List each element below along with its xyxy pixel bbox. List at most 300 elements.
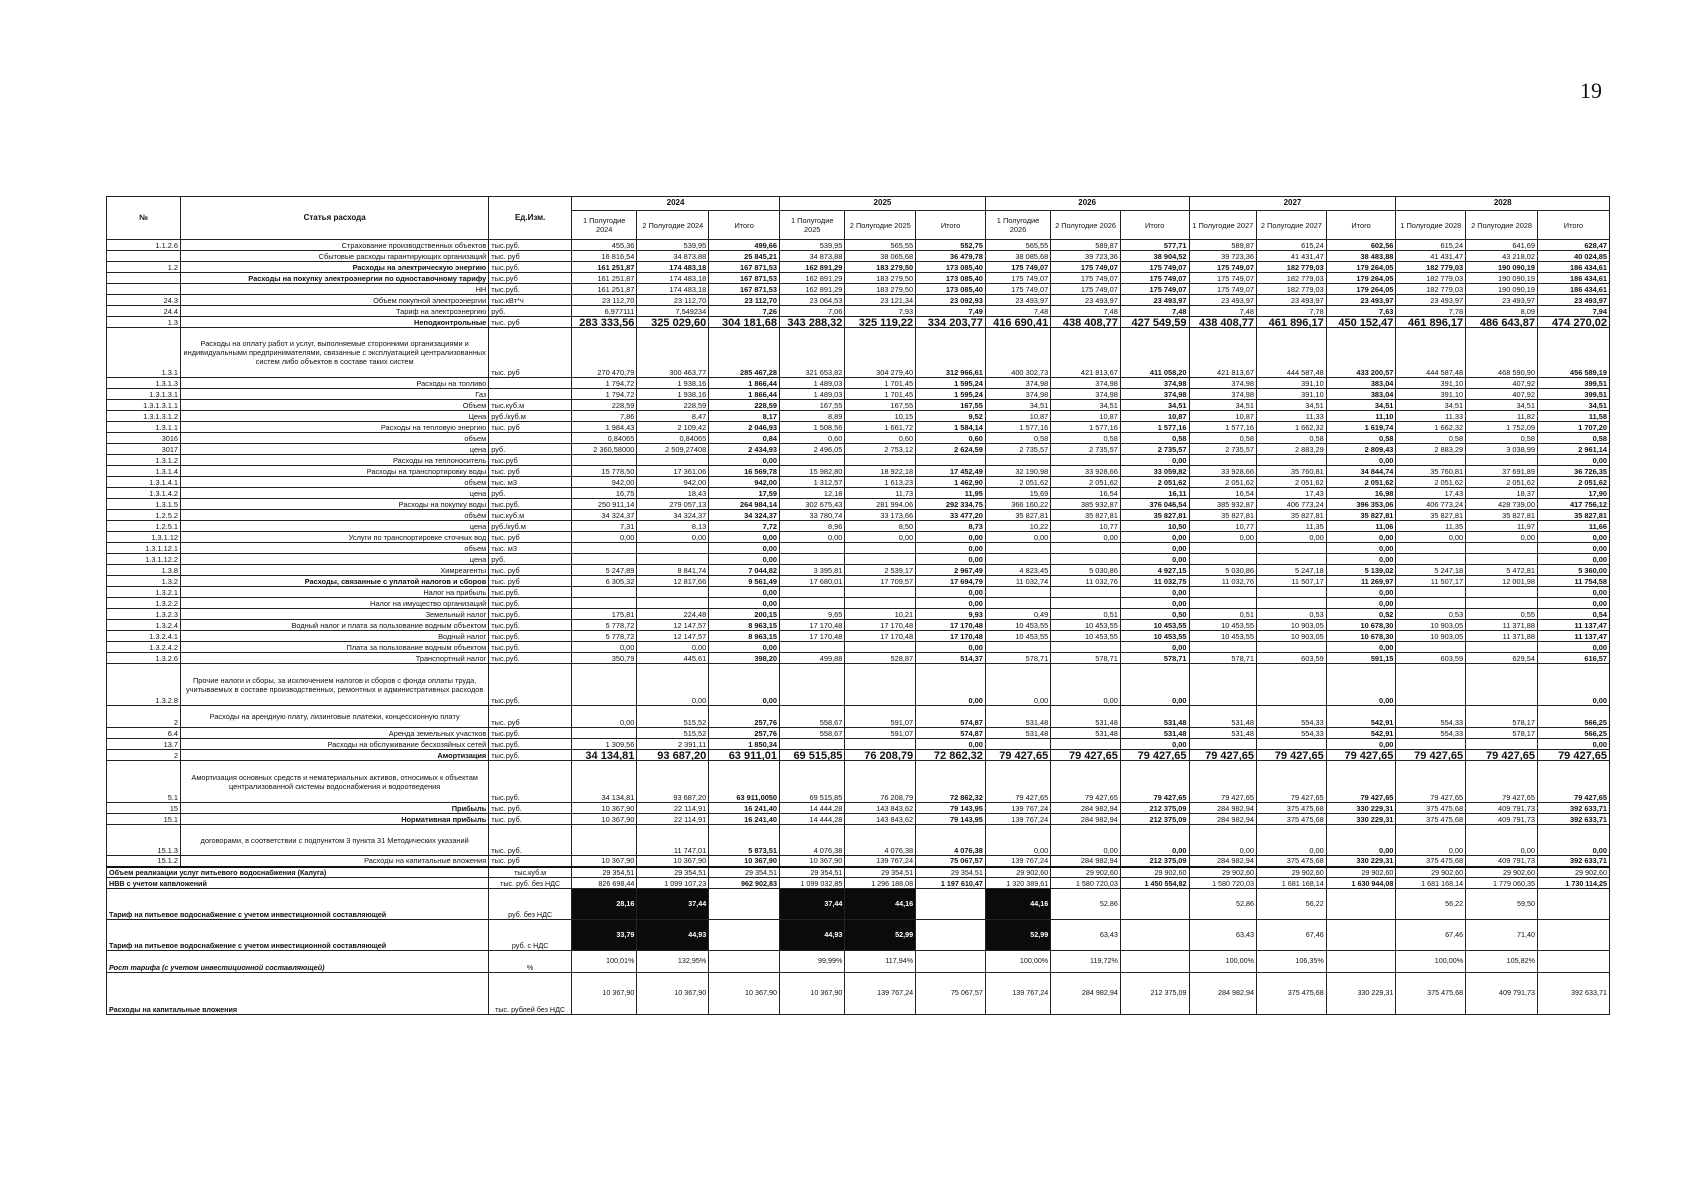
row-value: 330 229,31 [1326,814,1396,825]
row-value: 39 723,36 [1189,251,1257,262]
row-code: 1.3 [107,317,181,328]
row-value: 23 493,97 [1257,295,1327,306]
summary-row [107,867,1610,878]
row-value: 179 264,05 [1326,273,1396,284]
row-value: 10 453,55 [1189,620,1257,631]
table-row [107,521,1610,532]
table-row [107,488,1610,499]
row-value: 383,04 [1326,378,1396,389]
row-value: 3 395,81 [780,565,845,576]
row-unit: руб. [489,554,572,565]
row-value: 2 539,17 [845,565,916,576]
row-code: 15.1.2 [107,856,181,867]
row-unit: тыс.руб. [489,631,572,642]
summary-value: 29 902,60 [1537,867,1609,878]
summary-value [1120,920,1189,951]
row-value: 8,13 [637,521,709,532]
row-value: 34,51 [1051,400,1121,411]
row-value: 40 024,85 [1537,251,1609,262]
row-value: 10 678,30 [1326,620,1396,631]
row-value: 35 827,81 [1466,510,1538,521]
row-unit: тыс. м3 [489,477,572,488]
summary-value: 28,16 [572,889,637,920]
summary-value: 139 767,24 [985,973,1050,1015]
row-code: 1.3.1.2 [107,455,181,466]
row-value: 578,17 [1466,728,1538,739]
row-value: 17 694,79 [916,576,986,587]
row-value: 0,00 [1120,532,1189,543]
row-value: 167,55 [780,400,845,411]
row-value: 0,58 [1120,433,1189,444]
summary-value: 29 354,51 [572,867,637,878]
summary-value: 1 099 032,85 [780,878,845,889]
summary-row [107,951,1610,973]
row-value: 33 780,74 [780,510,845,521]
row-value [1051,455,1121,466]
row-value: 35 827,81 [1396,510,1466,521]
row-value: 391,10 [1257,378,1327,389]
row-value [985,554,1050,565]
row-value: 11 032,74 [985,576,1050,587]
row-value: 407,92 [1466,378,1538,389]
row-value: 444 587,48 [1396,328,1466,378]
row-article: Сбытовые расходы гарантирующих организаций [181,251,489,262]
row-value: 0,00 [1537,587,1609,598]
row-value: 0,00 [916,642,986,653]
row-value: 35 827,81 [1189,510,1257,521]
row-value: 1 577,16 [1051,422,1121,433]
row-value: 321 653,82 [780,328,845,378]
row-value: 0,00 [709,664,780,706]
row-value: 17 170,48 [845,631,916,642]
summary-unit: тыс. рублей без НДС [489,973,572,1015]
row-value: 279 057,13 [637,499,709,510]
row-value: 11 032,76 [1051,576,1121,587]
row-value: 0,60 [916,433,986,444]
summary-value: 119,72% [1051,951,1121,973]
row-value: 392 633,71 [1537,803,1609,814]
row-value: 2 051,62 [1051,477,1121,488]
row-article: Прибыль [181,803,489,814]
row-value: 167 871,53 [709,284,780,295]
row-value: 438 408,77 [1189,317,1257,328]
row-value: 398,20 [709,653,780,664]
row-value: 1 312,57 [780,477,845,488]
row-value: 7,549234 [637,306,709,317]
summary-value: 52,99 [845,920,916,951]
row-value [845,739,916,750]
row-value: 10,87 [1051,411,1121,422]
row-article: Расходы на теплоноситель [181,455,489,466]
row-value: 175 749,07 [1051,262,1121,273]
summary-value: 67,46 [1396,920,1466,951]
summary-value: 44,93 [637,920,709,951]
table-row [107,251,1610,262]
row-value: 589,87 [1051,240,1121,251]
row-value: 0,00 [1120,739,1189,750]
row-value: 16 569,78 [709,466,780,477]
summary-value: 132,95% [637,951,709,973]
row-value: 350,79 [572,653,637,664]
row-article: Плата за пользование водным объектом [181,642,489,653]
row-value: 531,48 [1051,728,1121,739]
row-unit: тыс. руб [489,328,572,378]
row-value: 0,49 [985,609,1050,620]
row-value: 445,61 [637,653,709,664]
row-value: 0,00 [916,587,986,598]
row-value: 5 139,02 [1326,565,1396,576]
row-value: 0,00 [1326,554,1396,565]
row-unit: тыс.руб [489,455,572,466]
row-value: 175 749,07 [985,284,1050,295]
row-value: 11,33 [1396,411,1466,422]
row-value: 34,51 [1189,400,1257,411]
row-value: 942,00 [709,477,780,488]
row-unit: руб./куб.м [489,411,572,422]
row-value: 0,00 [1466,825,1538,856]
row-value: 190 090,19 [1466,273,1538,284]
row-value: 6,977111 [572,306,637,317]
header-h2: 2 Полугодие 2028 [1466,211,1538,240]
table-row [107,803,1610,814]
row-value: 1 309,56 [572,739,637,750]
row-value: 182 779,03 [1257,273,1327,284]
row-value [1051,642,1121,653]
summary-unit: % [489,951,572,973]
row-value: 33 173,66 [845,510,916,521]
row-article: Транспортный налог [181,653,489,664]
row-value: 2 109,42 [637,422,709,433]
row-value: 0,00 [1537,598,1609,609]
row-code: 1.3.2.1 [107,587,181,598]
table-row [107,814,1610,825]
row-value: 10 367,90 [572,856,637,867]
row-value: 409 791,73 [1466,814,1538,825]
row-value: 10 453,55 [1120,620,1189,631]
table-row [107,598,1610,609]
row-code: 24.4 [107,306,181,317]
row-article: Аренда земельных участков [181,728,489,739]
row-code: 1.3.1.3.1 [107,389,181,400]
summary-value: 99,99% [780,951,845,973]
row-unit: тыс.куб.м [489,510,572,521]
row-value: 1 866,44 [709,389,780,400]
row-value: 34,51 [1326,400,1396,411]
row-value: 10 678,30 [1326,631,1396,642]
row-value: 2 051,62 [1189,477,1257,488]
row-code: 1.3.1.3.1.1 [107,400,181,411]
row-value: 284 982,94 [1189,803,1257,814]
row-article: объем [181,477,489,488]
row-value [985,642,1050,653]
row-value: 183 279,50 [845,273,916,284]
row-value: 531,48 [1120,728,1189,739]
row-value: 409 791,73 [1466,803,1538,814]
row-value: 417 756,12 [1537,499,1609,510]
row-code: 1.3.1.12 [107,532,181,543]
row-value: 167 871,53 [709,273,780,284]
row-value: 0,60 [845,433,916,444]
row-value: 11,58 [1537,411,1609,422]
table-row [107,306,1610,317]
row-value: 574,87 [916,728,986,739]
row-value: 11,66 [1537,521,1609,532]
row-value: 35 827,81 [1051,510,1121,521]
row-unit: руб./куб.м [489,521,572,532]
row-value: 2 051,62 [1326,477,1396,488]
row-value: 93 687,20 [637,761,709,803]
summary-row [107,973,1610,1015]
row-value: 1 661,72 [845,422,916,433]
table-row [107,295,1610,306]
row-value: 11 371,88 [1466,620,1538,631]
row-value: 23 493,97 [1537,295,1609,306]
row-value: 33 928,66 [1051,466,1121,477]
row-value [845,642,916,653]
summary-value: 375 475,68 [1257,973,1327,1015]
row-value: 12 147,57 [637,620,709,631]
table-row [107,273,1610,284]
row-value: 375 475,68 [1257,803,1327,814]
row-value: 0,00 [845,532,916,543]
row-value: 14 444,28 [780,814,845,825]
header-total: Итого [1326,211,1396,240]
row-value: 186 434,61 [1537,273,1609,284]
row-unit: тыс.руб. [489,620,572,631]
row-article: Налог на прибыль [181,587,489,598]
row-value: 182 779,03 [1396,273,1466,284]
row-code: 15 [107,803,181,814]
summary-value: 52,86 [1189,889,1257,920]
row-value: 35 827,81 [985,510,1050,521]
row-value: 375 475,68 [1396,803,1466,814]
row-article: Химреагенты [181,565,489,576]
summary-value: 63,43 [1189,920,1257,951]
row-value: 183 279,50 [845,262,916,273]
row-value: 0,00 [709,598,780,609]
row-unit: тыс. м3 [489,543,572,554]
table-row [107,411,1610,422]
summary-value: 59,50 [1466,889,1538,920]
row-value [1189,642,1257,653]
row-unit: тыс.кВт*ч [489,295,572,306]
row-article: объем [181,543,489,554]
summary-value: 826 698,44 [572,878,637,889]
row-value: 5 247,18 [1257,565,1327,576]
row-code: 1.2 [107,262,181,273]
row-value: 35 827,81 [1537,510,1609,521]
header-year: 2028 [1396,197,1610,211]
row-value: 15,69 [985,488,1050,499]
row-value: 23 092,93 [916,295,986,306]
summary-value: 10 367,90 [709,973,780,1015]
row-value: 8,17 [709,411,780,422]
row-value: 174 483,18 [637,262,709,273]
row-value: 175 749,07 [1120,273,1189,284]
header-no: № [107,197,181,240]
row-value: 499,66 [709,240,780,251]
summary-value: 63,43 [1051,920,1121,951]
row-value [572,598,637,609]
header-h1: 1 Полугодие 2028 [1396,211,1466,240]
row-value: 63 911,0050 [709,761,780,803]
row-value: 15 778,50 [572,466,637,477]
row-code: 1.3.2.8 [107,664,181,706]
row-value: 11 032,75 [1120,576,1189,587]
row-value: 566,25 [1537,706,1609,728]
row-value: 444 587,48 [1257,328,1327,378]
row-value: 0,00 [916,664,986,706]
row-value: 35 827,81 [1326,510,1396,521]
row-value: 304 279,40 [845,328,916,378]
header-h2: 2 Полугодие 2026 [1051,211,1121,240]
row-value: 1 577,16 [1120,422,1189,433]
row-value: 10 903,05 [1396,631,1466,642]
row-value: 0,00 [637,664,709,706]
row-value [1189,455,1257,466]
row-value [1466,664,1538,706]
summary-value: 29 902,60 [1326,867,1396,878]
row-value: 0,84065 [637,433,709,444]
summary-value: 284 982,94 [1051,973,1121,1015]
row-value: 302 675,43 [780,499,845,510]
row-value: 2 434,93 [709,444,780,455]
row-value: 250 911,14 [572,499,637,510]
row-value: 8 841,74 [637,565,709,576]
row-value: 41 431,47 [1396,251,1466,262]
row-value: 374,98 [1189,389,1257,400]
row-article: Налог на имущество организаций [181,598,489,609]
row-value: 34,51 [1257,400,1327,411]
row-code: 1.3.2.4 [107,620,181,631]
row-value: 183 279,50 [845,284,916,295]
row-article: Водный налог и плата за пользование водным объектом [181,620,489,631]
summary-unit: руб. без НДС [489,889,572,920]
row-value: 0,00 [1120,587,1189,598]
row-value: 11 032,76 [1189,576,1257,587]
row-code: 1.3.1 [107,328,181,378]
summary-value: 330 229,31 [1326,973,1396,1015]
page-number: 19 [1580,78,1602,103]
row-article: Расходы на топливо [181,378,489,389]
row-value: 284 982,94 [1189,814,1257,825]
row-article: Прочие налоги и сборы, за исключением налогов и сборов с фонда оплаты труда, учитываемых в составе производственных, ремонтных и административных расходов [181,664,489,706]
row-value: 270 470,79 [572,328,637,378]
summary-unit: тыс.куб.м [489,867,572,878]
table-row [107,240,1610,251]
row-value: 179 264,05 [1326,284,1396,295]
summary-value [1537,889,1609,920]
row-value: 0,00 [1189,532,1257,543]
row-value: 565,55 [985,240,1050,251]
summary-value: 1 580 720,03 [1189,878,1257,889]
header-year: 2024 [572,197,780,211]
row-value [1396,455,1466,466]
table-row [107,856,1610,867]
row-value: 574,87 [916,706,986,728]
row-value: 450 152,47 [1326,317,1396,328]
row-value: 162 891,29 [780,262,845,273]
row-value: 79 427,65 [985,761,1050,803]
row-unit: тыс.руб. [489,262,572,273]
row-value: 9,65 [780,609,845,620]
row-value: 79 427,65 [1051,761,1121,803]
row-value: 0,00 [1051,664,1121,706]
row-value: 10 367,90 [572,814,637,825]
row-value: 589,87 [1189,240,1257,251]
row-article: Амортизация основных средств и нематериальных активов, относимых к объектам централизованной системы водоснабжения и водоотведения [181,761,489,803]
row-value [1396,587,1466,598]
row-value: 11,35 [1257,521,1327,532]
row-value: 12 817,66 [637,576,709,587]
summary-value: 284 982,94 [1189,973,1257,1015]
row-value: 23 493,97 [1466,295,1538,306]
row-value: 292 334,75 [916,499,986,510]
row-value [780,554,845,565]
header-article: Статья расхода [181,197,489,240]
table-row [107,317,1610,328]
row-value [916,455,986,466]
row-value: 7,78 [1396,306,1466,317]
row-value: 2 735,57 [985,444,1050,455]
row-value: 7,06 [780,306,845,317]
row-value: 0,00 [916,554,986,565]
summary-value: 212 375,09 [1120,973,1189,1015]
row-value: 4 823,45 [985,565,1050,576]
row-value: 11 747,01 [637,825,709,856]
row-value: 2 735,57 [1120,444,1189,455]
row-value: 36 726,35 [1537,466,1609,477]
row-value: 182 779,03 [1257,284,1327,295]
row-value: 0,00 [1257,532,1327,543]
row-code: 1.3.1.4 [107,466,181,477]
row-code [107,273,181,284]
row-value: 531,48 [1120,706,1189,728]
row-article: Расходы на арендную плату, лизинговые платежи, концессионную плату [181,706,489,728]
row-value: 1 619,74 [1326,422,1396,433]
row-value: 591,15 [1326,653,1396,664]
row-value: 17 170,48 [780,620,845,631]
row-value: 16 241,40 [709,803,780,814]
row-value [637,455,709,466]
row-value: 1 938,16 [637,389,709,400]
row-value: 174 483,18 [637,284,709,295]
row-value: 0,00 [572,532,637,543]
row-value [1466,455,1538,466]
row-value [1051,587,1121,598]
row-value [1257,455,1327,466]
summary-value: 409 791,73 [1466,973,1538,1015]
row-value [1257,543,1327,554]
row-value: 8 963,15 [709,631,780,642]
row-article: Расходы на покупку электроэнергии по одноставочному тарифу [181,273,489,284]
row-value: 0,00 [709,642,780,653]
row-value: 16,98 [1326,488,1396,499]
row-value: 0,00 [1120,598,1189,609]
row-value: 7,63 [1326,306,1396,317]
row-value: 566,25 [1537,728,1609,739]
row-value: 391,10 [1257,389,1327,400]
summary-value: 52,99 [985,920,1050,951]
row-value: 257,76 [709,728,780,739]
summary-value: 962 902,83 [709,878,780,889]
header-total: Итого [709,211,780,240]
row-unit: тыс. руб [489,565,572,576]
row-code: 1.3.2 [107,576,181,587]
summary-value [1326,951,1396,973]
row-article: объём [181,510,489,521]
summary-value: 1 320 389,61 [985,878,1050,889]
